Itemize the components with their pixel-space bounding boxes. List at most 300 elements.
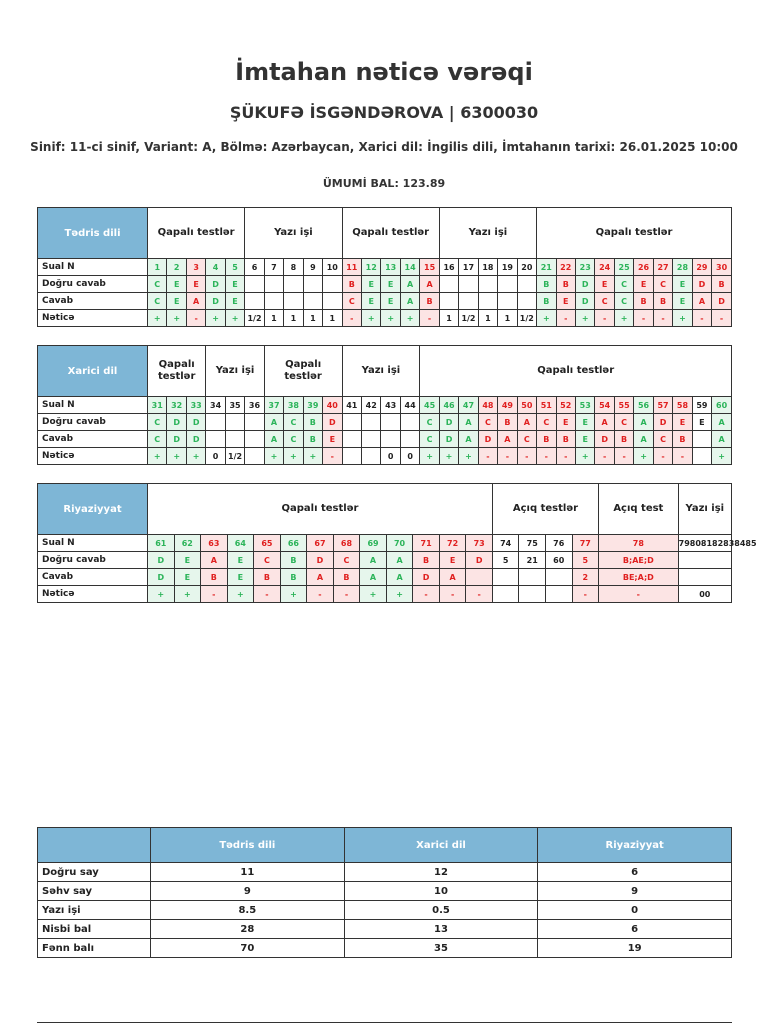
question-number-cell: 50	[517, 397, 536, 414]
correct-answer-cell	[478, 276, 497, 293]
subject-header: Xarici dil	[38, 346, 148, 397]
row-label: Sual N	[38, 535, 148, 552]
result-cell: 1	[323, 310, 342, 327]
given-answer-cell: A	[498, 431, 517, 448]
question-number-cell: 26	[634, 259, 653, 276]
given-answer-cell: 2	[572, 569, 599, 586]
question-number-cell: 43	[381, 397, 400, 414]
given-answer-cell: C	[148, 293, 167, 310]
group-header: Yazı işi	[206, 346, 264, 397]
result-cell: +	[186, 448, 205, 465]
result-cell: -	[556, 448, 575, 465]
summary-row-label: Nisbi bal	[38, 920, 151, 939]
table-row	[38, 293, 732, 310]
result-cell: -	[653, 310, 672, 327]
given-answer-cell: B	[673, 431, 692, 448]
result-cell: +	[148, 586, 175, 603]
result-cell: +	[284, 448, 303, 465]
result-cell: -	[201, 586, 228, 603]
result-cell: +	[206, 310, 225, 327]
result-cell: +	[386, 586, 413, 603]
correct-answer-cell: B	[712, 276, 732, 293]
summary-row-label: Fənn balı	[38, 939, 151, 958]
result-cell: +	[614, 310, 633, 327]
correct-answer-cell: C	[614, 414, 633, 431]
correct-answer-cell: D	[323, 414, 342, 431]
given-answer-cell: B	[634, 293, 653, 310]
question-number-cell: 74	[492, 535, 519, 552]
correct-answer-cell: C	[653, 276, 672, 293]
result-cell: +	[225, 310, 244, 327]
given-answer-cell: A	[400, 293, 419, 310]
summary-value: 0	[538, 901, 732, 920]
question-number-cell: 47	[459, 397, 478, 414]
correct-answer-cell: E	[556, 414, 575, 431]
question-number-cell: 54	[595, 397, 614, 414]
result-cell	[545, 586, 572, 603]
given-answer-cell	[381, 431, 400, 448]
given-answer-cell: A	[186, 293, 205, 310]
given-answer-cell: D	[148, 569, 175, 586]
result-cell: +	[420, 448, 439, 465]
correct-answer-cell: B	[556, 276, 575, 293]
correct-answer-cell: E	[673, 414, 692, 431]
given-answer-cell	[323, 293, 342, 310]
given-answer-cell	[519, 569, 546, 586]
given-answer-cell	[545, 569, 572, 586]
question-number-cell: 53	[575, 397, 594, 414]
given-answer-cell: D	[413, 569, 440, 586]
correct-answer-cell	[225, 414, 244, 431]
correct-answer-cell: C	[254, 552, 281, 569]
question-number-cell: 62	[174, 535, 201, 552]
given-answer-cell: B	[556, 431, 575, 448]
given-answer-cell	[492, 569, 519, 586]
correct-answer-cell	[303, 276, 322, 293]
question-number-cell: 63	[201, 535, 228, 552]
correct-answer-cell: D	[307, 552, 334, 569]
correct-answer-cell: D	[206, 276, 225, 293]
result-cell: -	[673, 448, 692, 465]
group-header: Qapalı testlər	[342, 208, 439, 259]
correct-answer-cell: E	[673, 276, 692, 293]
given-answer-cell	[284, 293, 303, 310]
question-number-cell: 20	[517, 259, 536, 276]
correct-answer-cell: 21	[519, 552, 546, 569]
result-cell: +	[381, 310, 400, 327]
question-number-cell: 25	[614, 259, 633, 276]
table-row	[38, 414, 732, 431]
correct-answer-cell: C	[420, 414, 439, 431]
group-header: Qapalı testlər	[148, 208, 245, 259]
correct-answer-cell: C	[284, 414, 303, 431]
group-header: Yazı işi	[678, 484, 731, 535]
question-number-cell: 79808182838485	[678, 535, 731, 552]
correct-answer-cell: B;AE;D	[599, 552, 679, 569]
table-row	[38, 448, 732, 465]
subject-header: Riyaziyyat	[38, 484, 148, 535]
question-number-cell: 69	[360, 535, 387, 552]
group-header: Yazı işi	[439, 208, 536, 259]
row-label: Cavab	[38, 569, 148, 586]
given-answer-cell	[439, 293, 458, 310]
summary-header: Tədris dili	[151, 828, 345, 863]
summary-row	[38, 882, 732, 901]
correct-answer-cell: D	[439, 414, 458, 431]
result-cell: +	[575, 448, 594, 465]
question-number-cell: 15	[420, 259, 439, 276]
total-score: ÜMUMİ BAL: 123.89	[322, 177, 446, 190]
given-answer-cell: B	[537, 431, 556, 448]
question-number-cell: 48	[478, 397, 497, 414]
correct-answer-cell	[678, 552, 731, 569]
summary-row	[38, 939, 732, 958]
result-cell: -	[323, 448, 342, 465]
question-number-cell: 77	[572, 535, 599, 552]
question-number-cell: 2	[167, 259, 186, 276]
result-cell: +	[673, 310, 692, 327]
correct-answer-cell	[381, 414, 400, 431]
result-cell: +	[148, 448, 167, 465]
correct-answer-cell: D	[148, 552, 175, 569]
question-number-cell: 11	[342, 259, 361, 276]
correct-answer-cell: A	[360, 552, 387, 569]
correct-answer-cell: 5	[492, 552, 519, 569]
summary-row	[38, 901, 732, 920]
result-cell: -	[712, 310, 732, 327]
question-number-cell: 16	[439, 259, 458, 276]
question-number-cell: 66	[280, 535, 307, 552]
correct-answer-cell	[400, 414, 419, 431]
correct-answer-cell: B	[498, 414, 517, 431]
question-number-cell: 71	[413, 535, 440, 552]
question-number-cell: 32	[167, 397, 186, 414]
correct-answer-cell: A	[634, 414, 653, 431]
correct-answer-cell: E	[381, 276, 400, 293]
result-cell: -	[614, 448, 633, 465]
given-answer-cell	[245, 431, 264, 448]
question-number-cell: 21	[537, 259, 556, 276]
row-label: Doğru cavab	[38, 414, 148, 431]
question-number-cell: 49	[498, 397, 517, 414]
question-number-cell: 29	[692, 259, 711, 276]
given-answer-cell: A	[459, 431, 478, 448]
question-number-cell: 24	[595, 259, 614, 276]
row-label: Doğru cavab	[38, 276, 148, 293]
group-header: Qapalı testlər	[148, 484, 493, 535]
question-number-cell: 19	[498, 259, 517, 276]
given-answer-cell: C	[420, 431, 439, 448]
given-answer-cell: E	[361, 293, 380, 310]
given-answer-cell: E	[174, 569, 201, 586]
question-number-cell: 34	[206, 397, 225, 414]
given-answer-cell: B	[420, 293, 439, 310]
correct-answer-cell	[284, 276, 303, 293]
row-label: Nəticə	[38, 448, 148, 465]
result-cell: -	[307, 586, 334, 603]
question-number-cell: 56	[634, 397, 653, 414]
correct-answer-cell: A	[201, 552, 228, 569]
result-cell: -	[572, 586, 599, 603]
result-cell: 1	[498, 310, 517, 327]
given-answer-cell: BE;A;D	[599, 569, 679, 586]
given-answer-cell	[678, 569, 731, 586]
result-cell: -	[333, 586, 360, 603]
result-cell: -	[466, 586, 493, 603]
summary-value: 19	[538, 939, 732, 958]
given-answer-cell: C	[614, 293, 633, 310]
correct-answer-cell: B	[303, 414, 322, 431]
summary-value: 9	[538, 882, 732, 901]
result-cell: +	[264, 448, 283, 465]
question-number-cell: 52	[556, 397, 575, 414]
question-number-cell: 33	[186, 397, 205, 414]
summary-header: Xarici dil	[344, 828, 538, 863]
question-number-cell: 37	[264, 397, 283, 414]
given-answer-cell: D	[712, 293, 732, 310]
row-label: Cavab	[38, 431, 148, 448]
correct-answer-cell: E	[634, 276, 653, 293]
given-answer-cell	[361, 431, 380, 448]
given-answer-cell	[498, 293, 517, 310]
summary-value: 9	[151, 882, 345, 901]
result-cell: 1	[478, 310, 497, 327]
correct-answer-cell: E	[186, 276, 205, 293]
summary-row-label: Səhv say	[38, 882, 151, 901]
student-name: ŞÜKUFƏ İSGƏNDƏROVA | 6300030	[229, 103, 539, 122]
result-cell: 00	[678, 586, 731, 603]
question-number-cell: 39	[303, 397, 322, 414]
correct-answer-cell: E	[167, 276, 186, 293]
table-row	[38, 552, 732, 569]
given-answer-cell: B	[333, 569, 360, 586]
correct-answer-cell	[498, 276, 517, 293]
result-cell: +	[459, 448, 478, 465]
question-number-cell: 13	[381, 259, 400, 276]
given-answer-cell: C	[595, 293, 614, 310]
result-cell: -	[537, 448, 556, 465]
question-number-cell: 51	[537, 397, 556, 414]
question-number-cell: 55	[614, 397, 633, 414]
correct-answer-cell: B	[413, 552, 440, 569]
result-cell	[692, 448, 711, 465]
given-answer-cell: B	[280, 569, 307, 586]
table-row	[38, 397, 732, 414]
correct-answer-cell: E	[439, 552, 466, 569]
given-answer-cell	[517, 293, 536, 310]
given-answer-cell: B	[614, 431, 633, 448]
question-number-cell: 6	[245, 259, 264, 276]
result-cell: -	[478, 448, 497, 465]
row-label: Doğru cavab	[38, 552, 148, 569]
question-number-cell: 67	[307, 535, 334, 552]
given-answer-cell: E	[227, 569, 254, 586]
result-cell: 0	[381, 448, 400, 465]
summary-value: 10	[344, 882, 538, 901]
given-answer-cell: D	[478, 431, 497, 448]
question-number-cell: 35	[225, 397, 244, 414]
given-answer-cell	[206, 431, 225, 448]
result-cell: +	[148, 310, 167, 327]
correct-answer-cell	[342, 414, 361, 431]
row-label: Sual N	[38, 259, 148, 276]
given-answer-cell: C	[517, 431, 536, 448]
summary-value: 8.5	[151, 901, 345, 920]
given-answer-cell: E	[167, 293, 186, 310]
result-cell: -	[595, 310, 614, 327]
result-cell: +	[174, 586, 201, 603]
question-number-cell: 12	[361, 259, 380, 276]
question-number-cell: 30	[712, 259, 732, 276]
question-number-cell: 46	[439, 397, 458, 414]
result-cell: 1	[303, 310, 322, 327]
correct-answer-cell: A	[712, 414, 732, 431]
result-cell	[342, 448, 361, 465]
summary-value: 70	[151, 939, 345, 958]
given-answer-cell: D	[167, 431, 186, 448]
section-xarici-dil	[37, 345, 732, 465]
result-cell: 0	[206, 448, 225, 465]
question-number-cell: 18	[478, 259, 497, 276]
given-answer-cell: A	[439, 569, 466, 586]
given-answer-cell: B	[303, 431, 322, 448]
question-number-cell: 22	[556, 259, 575, 276]
result-cell: -	[634, 310, 653, 327]
section-riyaziyyat	[37, 483, 757, 603]
given-answer-cell: A	[692, 293, 711, 310]
correct-answer-cell: D	[167, 414, 186, 431]
result-cell: -	[556, 310, 575, 327]
correct-answer-cell: E	[225, 276, 244, 293]
result-cell: 1/2	[517, 310, 536, 327]
correct-answer-cell: C	[148, 414, 167, 431]
group-header: Yazı işi	[245, 208, 342, 259]
question-number-cell: 58	[673, 397, 692, 414]
given-answer-cell	[459, 293, 478, 310]
summary-value: 6	[538, 863, 732, 882]
correct-answer-cell: A	[459, 414, 478, 431]
correct-answer-cell: C	[537, 414, 556, 431]
correct-answer-cell: B	[537, 276, 556, 293]
correct-answer-cell	[264, 276, 283, 293]
correct-answer-cell	[323, 276, 342, 293]
question-number-cell: 60	[712, 397, 732, 414]
result-cell: +	[712, 448, 732, 465]
given-answer-cell: A	[386, 569, 413, 586]
result-cell: +	[361, 310, 380, 327]
question-number-cell: 61	[148, 535, 175, 552]
given-answer-cell: E	[381, 293, 400, 310]
table-row	[38, 276, 732, 293]
given-answer-cell: C	[342, 293, 361, 310]
summary-value: 13	[344, 920, 538, 939]
correct-answer-cell: A	[420, 276, 439, 293]
result-cell: +	[575, 310, 594, 327]
question-number-cell: 70	[386, 535, 413, 552]
question-number-cell: 59	[692, 397, 711, 414]
given-answer-cell: D	[595, 431, 614, 448]
summary-value: 28	[151, 920, 345, 939]
question-number-cell: 64	[227, 535, 254, 552]
given-answer-cell: D	[575, 293, 594, 310]
result-cell: -	[498, 448, 517, 465]
question-number-cell: 23	[575, 259, 594, 276]
given-answer-cell: B	[254, 569, 281, 586]
question-number-cell: 1	[148, 259, 167, 276]
result-cell	[492, 586, 519, 603]
result-cell: -	[653, 448, 672, 465]
correct-answer-cell: E	[575, 414, 594, 431]
given-answer-cell: B	[537, 293, 556, 310]
result-cell: +	[360, 586, 387, 603]
result-cell: -	[420, 310, 439, 327]
result-cell: 1	[439, 310, 458, 327]
result-cell: 1	[264, 310, 283, 327]
correct-answer-cell: A	[264, 414, 283, 431]
correct-answer-cell: E	[595, 276, 614, 293]
given-answer-cell: A	[360, 569, 387, 586]
question-number-cell: 76	[545, 535, 572, 552]
group-header: Yazı işi	[342, 346, 420, 397]
given-answer-cell: C	[148, 431, 167, 448]
correct-answer-cell: A	[517, 414, 536, 431]
question-number-cell: 44	[400, 397, 419, 414]
result-cell: -	[692, 310, 711, 327]
question-number-cell: 45	[420, 397, 439, 414]
question-number-cell: 42	[361, 397, 380, 414]
correct-answer-cell: A	[386, 552, 413, 569]
given-answer-cell	[342, 431, 361, 448]
correct-answer-cell: B	[342, 276, 361, 293]
given-answer-cell: D	[206, 293, 225, 310]
result-cell: +	[537, 310, 556, 327]
correct-answer-cell: E	[361, 276, 380, 293]
correct-answer-cell	[517, 276, 536, 293]
group-header: Açıq testlər	[492, 484, 598, 535]
correct-answer-cell: 60	[545, 552, 572, 569]
question-number-cell: 65	[254, 535, 281, 552]
summary-value: 12	[344, 863, 538, 882]
summary-value: 11	[151, 863, 345, 882]
question-number-cell: 41	[342, 397, 361, 414]
question-number-cell: 8	[284, 259, 303, 276]
result-cell: +	[634, 448, 653, 465]
correct-answer-cell: D	[186, 414, 205, 431]
given-answer-cell: D	[186, 431, 205, 448]
summary-row-label: Doğru say	[38, 863, 151, 882]
given-answer-cell: A	[712, 431, 732, 448]
given-answer-cell: C	[653, 431, 672, 448]
question-number-cell: 40	[323, 397, 342, 414]
summary-row	[38, 920, 732, 939]
correct-answer-cell: D	[692, 276, 711, 293]
summary-table	[37, 827, 732, 958]
table-row	[38, 431, 732, 448]
correct-answer-cell	[361, 414, 380, 431]
result-cell: -	[186, 310, 205, 327]
question-number-cell: 78	[599, 535, 679, 552]
question-number-cell: 17	[459, 259, 478, 276]
correct-answer-cell: B	[280, 552, 307, 569]
result-cell: +	[227, 586, 254, 603]
page-title: İmtahan nəticə vərəqi	[235, 58, 533, 86]
summary-value: 6	[538, 920, 732, 939]
table-row	[38, 310, 732, 327]
correct-answer-cell: D	[575, 276, 594, 293]
group-header: Qapalı testlər	[537, 208, 732, 259]
given-answer-cell: E	[323, 431, 342, 448]
row-label: Sual N	[38, 397, 148, 414]
